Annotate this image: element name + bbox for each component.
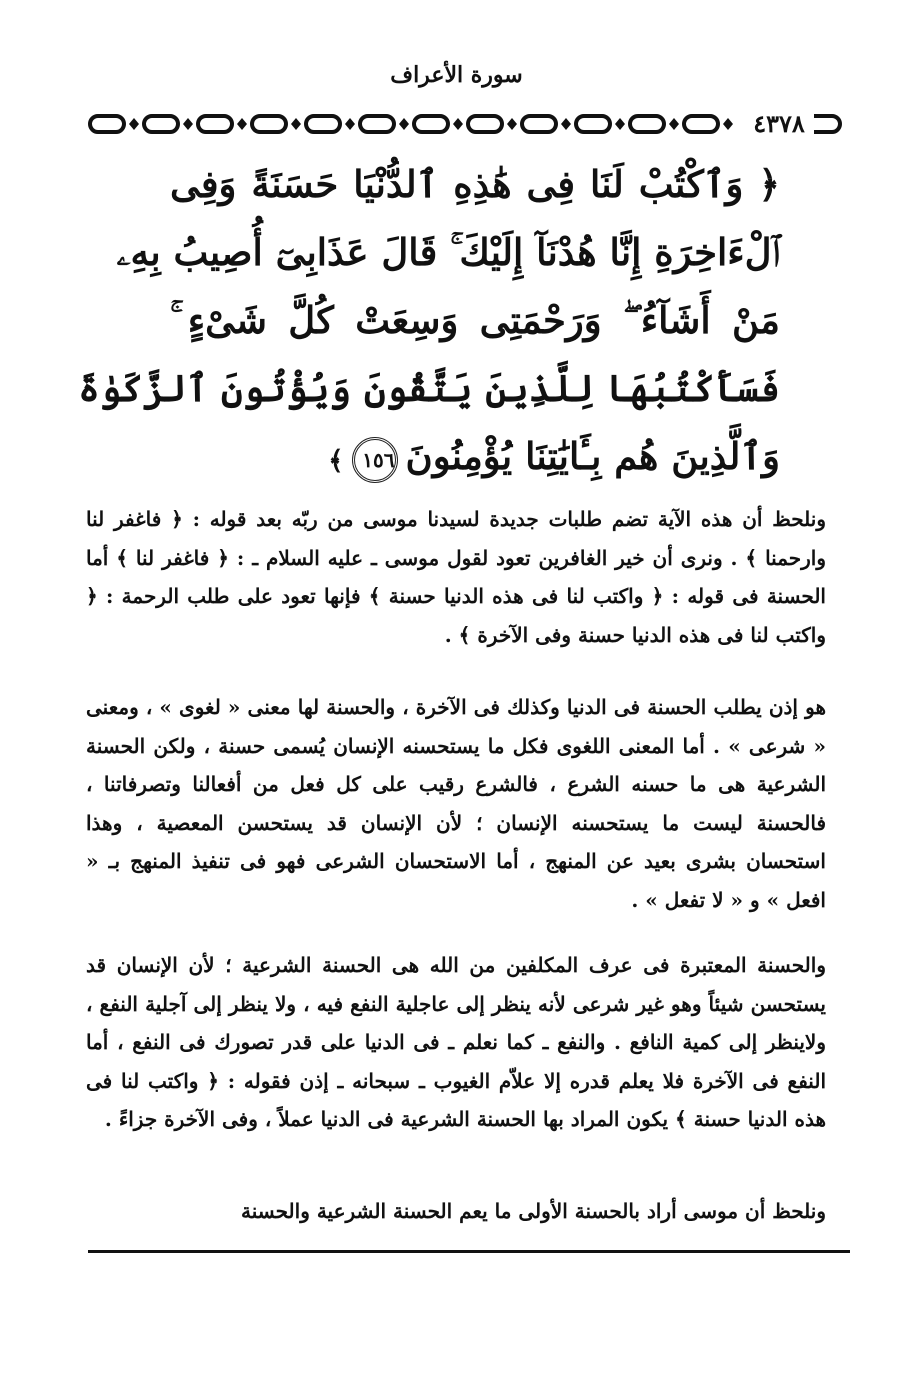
verse-line: ٱلْءَاخِرَةِ إِنَّا هُدْنَآ إِلَيْكَ ۚ قَالَ عَذَابِىٓ أُصِيبُ بِهِۦ — [116, 230, 780, 274]
page-number: ٤٣٧٨ — [744, 108, 814, 140]
verse-line: ﴿ وَٱكْتُبْ لَنَا فِى هَٰذِهِ ٱلدُّنْيَا حَسَنَةً وَفِى — [170, 162, 780, 206]
verse-line: وَٱلَّذِينَ هُم بِـَٔايَٰتِنَا يُؤْمِنُونَ — [405, 434, 780, 478]
verse-number-badge: ١٥٦ — [352, 437, 398, 483]
commentary-paragraph: والحسنة المعتبرة فى عرف المكلفين من الله هى الحسنة الشرعية ؛ لأن الإنسان قد يستحسن شيئاً وهو غير شرعى لأنه ينظر إلى عاجلية النفع فيه ، ولا ينظر إلى آجلية النفع ، ولاينظر إلى كمية النافع . والنفع ـ كما نعلم ـ فى الدنيا على قدر تصورك فى النفع ، أما النفع فى الآخرة فلا يعلم قدره إلا علاّم الغيوب ـ سبحانه ـ إذن فقوله : ﴿ واكتب لنا فى هذه الدنيا حسنة ﴾ يكون المراد بها الحسنة الشرعية فى الدنيا عملاً ، وفى الآخرة جزاءً . — [86, 953, 826, 1131]
verse-close-mark: ﴾ — [328, 446, 344, 476]
verse-line: فَسَأَكْتُبُهَا لِلَّذِينَ يَتَّقُونَ وَيُؤْتُونَ ٱلزَّكَوٰةَ — [78, 366, 780, 410]
commentary-paragraph: هو إذن يطلب الحسنة فى الدنيا وكذلك فى الآخرة ، والحسنة لها معنى « لغوى » ، ومعنى « شرعى » . أما المعنى اللغوى فكل ما يستحسنه الإنسان يُسمى حسنة ، ولكن الحسنة الشرعية هى ما حسنه الشرع ، فالشرع رقيب على كل فعل من أفعالنا وتصرفاتنا ، فالحسنة ليست ما يستحسنه الإنسان ؛ لأن الإنسان قد يستحسن المعصية ، وهذا استحسان بشرى بعيد عن المنهج ، أما الاستحسان الشرعى فهو فى تنفيذ المنهج بـ « افعل » و « لا تفعل » . — [86, 695, 826, 912]
verse-line: مَنْ أَشَآءُ ۖ وَرَحْمَتِى وَسِعَتْ كُلَّ شَىْءٍ ۚ — [170, 298, 780, 342]
ornament-border — [86, 108, 846, 140]
verse-line-final — [170, 422, 780, 490]
footer-rule — [88, 1250, 850, 1253]
surah-title: سورة الأعراف — [390, 62, 523, 88]
commentary-paragraph: ونلحظ أن موسى أراد بالحسنة الأولى ما يعم الحسنة الشرعية والحسنة — [241, 1199, 826, 1223]
quran-verse — [78, 150, 780, 490]
commentary-paragraph: ونلحظ أن هذه الآية تضم طلبات جديدة لسيدنا موسى من ربّه بعد قوله : ﴿ فاغفر لنا وارحمنا ﴾ . ونرى أن خير الغافرين تعود لقول موسى ـ عليه السلام ـ : ﴿ فاغفر لنا ﴾ أما الحسنة فى قوله : ﴿ واكتب لنا فى هذه الدنيا حسنة ﴾ فإنها تعود على طلب الرحمة : ﴿ واكتب لنا فى هذه الدنيا حسنة وفى الآخرة ﴾ . — [86, 507, 826, 647]
